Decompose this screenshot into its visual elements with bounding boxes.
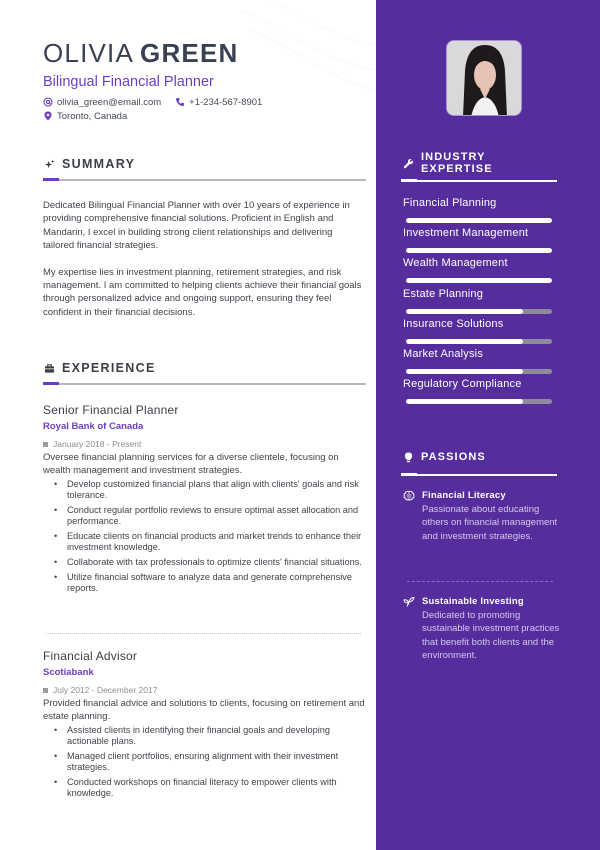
job-bullets <box>43 479 366 594</box>
job-dates: January 2018 - Present <box>43 439 366 449</box>
skill-level-fill <box>406 309 523 314</box>
skill-level-bar <box>406 278 552 283</box>
calendar-icon <box>43 688 48 693</box>
email-text: olivia_green@email.com <box>57 96 162 108</box>
wrench-icon <box>403 158 414 169</box>
skill-name: Wealth Management <box>403 257 508 270</box>
job-bullet: • Conducted workshops on financial literacy to empower clients with knowledge. <box>67 777 366 799</box>
skill-item <box>403 288 553 314</box>
summary-text <box>43 199 366 319</box>
skill-name: Financial Planning <box>403 197 497 209</box>
job-dates: July 2012 - December 2017 <box>43 685 366 695</box>
skill-item <box>403 348 553 374</box>
lightbulb-icon <box>403 452 414 463</box>
skill-name: Estate Planning <box>403 287 484 300</box>
skill-item <box>403 318 553 344</box>
experience-heading: EXPERIENCE <box>62 361 156 375</box>
first-name: OLIVIA <box>43 38 135 68</box>
summary-section-header <box>43 156 366 181</box>
email-contact[interactable] <box>43 97 161 108</box>
summary-heading: SUMMARY <box>62 157 136 171</box>
passion-separator <box>407 581 553 582</box>
contact-info <box>43 95 276 123</box>
skill-level-fill <box>406 218 552 223</box>
job-bullet: • Develop customized financial plans that align with clients' goals and risk tolerance. <box>67 479 366 501</box>
job-bullet: • Collaborate with tax professionals to optimize clients' financial situations. <box>67 557 366 568</box>
sidebar <box>376 0 600 850</box>
skill-level-bar <box>406 248 552 253</box>
job-title-headline: Bilingual Financial Planner <box>43 74 214 90</box>
expertise-section-header <box>403 151 557 182</box>
profile-photo-illustration <box>447 41 522 116</box>
section-divider <box>401 474 557 476</box>
job-company: Scotiabank <box>43 667 94 678</box>
skill-level-fill <box>406 248 552 253</box>
skill-level-fill <box>406 339 523 344</box>
job-bullet: • Assisted clients in identifying their financial goals and developing actionable plans. <box>67 725 366 747</box>
job-entry <box>43 403 366 598</box>
skill-name: Regulatory Compliance <box>403 378 522 391</box>
skill-item <box>403 257 553 283</box>
phone-contact[interactable] <box>175 97 262 108</box>
last-name: GREEN <box>140 38 239 68</box>
seedling-icon <box>403 596 415 608</box>
skill-name: Insurance Solutions <box>403 317 504 330</box>
skill-name: Investment Management <box>403 227 529 240</box>
section-divider <box>401 180 557 182</box>
summary-paragraph: My expertise lies in investment planning, retirement strategies, and risk management. I am committed to helping clients achieve their financial goals through personalized advice and ongoing support, ensuring they feel confident in their financial decisions. <box>43 266 362 318</box>
job-bullet: • Managed client portfolios, ensuring alignment with their investment strategies. <box>67 751 366 773</box>
job-bullets <box>43 725 366 799</box>
skill-level-fill <box>406 278 552 283</box>
phone-text: +1-234-567-8901 <box>189 96 263 108</box>
passions-section-header <box>403 450 557 476</box>
job-company: Royal Bank of Canada <box>43 421 144 432</box>
experience-section-header <box>43 360 366 385</box>
job-title: Senior Financial Planner <box>43 403 179 417</box>
phone-icon <box>175 97 185 107</box>
job-bullet: • Utilize financial software to analyze data and generate comprehensive reports. <box>67 572 366 594</box>
section-divider <box>43 179 366 181</box>
profile-photo <box>446 40 522 116</box>
skill-item <box>403 197 553 223</box>
passion-description: Dedicated to promoting sustainable investment practices that benefit both clients and the environment. <box>422 610 560 662</box>
skill-name: Market Analysis <box>403 348 484 360</box>
job-separator <box>46 633 361 634</box>
section-divider <box>43 383 366 385</box>
skill-level-bar <box>406 339 552 344</box>
job-title: Financial Advisor <box>43 649 138 663</box>
sparkle-icon <box>43 158 55 170</box>
at-icon <box>43 97 53 107</box>
skill-level-bar <box>406 399 552 404</box>
briefcase-icon <box>43 362 55 374</box>
candidate-name <box>43 38 238 69</box>
map-pin-icon <box>43 111 53 121</box>
job-entry <box>43 649 366 803</box>
skill-level-fill <box>406 399 523 404</box>
calendar-icon <box>43 442 48 447</box>
skill-level-bar <box>406 309 552 314</box>
skill-level-bar <box>406 369 552 374</box>
passion-title: Sustainable Investing <box>422 596 524 607</box>
location-text: Toronto, Canada <box>57 110 128 122</box>
skill-item <box>403 227 553 253</box>
expertise-heading: INDUSTRY EXPERTISE <box>421 151 493 175</box>
summary-paragraph: Dedicated Bilingual Financial Planner with over 10 years of experience in providing comprehensive financial solutions. Proficient in English and Mandarin, I excel in building strong client relationships and delivering tailored financial strategies. <box>43 200 350 252</box>
job-bullet: • Educate clients on financial products and market trends to enhance their investment knowledge. <box>67 531 366 553</box>
passion-description: Passionate about educating others on financial management and investment strategies. <box>422 504 558 542</box>
passions-heading: PASSIONS <box>421 451 486 463</box>
job-bullet: • Conduct regular portfolio reviews to ensure optimal asset allocation and performance. <box>67 505 366 527</box>
job-description: Oversee financial planning services for a diverse clientele, focusing on wealth management and investment strategies. <box>43 452 339 477</box>
location-contact <box>43 111 127 122</box>
brain-icon <box>403 490 415 502</box>
skill-level-fill <box>406 369 523 374</box>
skill-item <box>403 378 553 404</box>
skill-level-bar <box>406 218 552 223</box>
passion-item <box>403 596 563 663</box>
passion-item <box>403 490 563 543</box>
job-description: Provided financial advice and solutions to clients, focusing on retirement and estate planning. <box>43 698 365 723</box>
passion-title: Financial Literacy <box>422 490 506 501</box>
